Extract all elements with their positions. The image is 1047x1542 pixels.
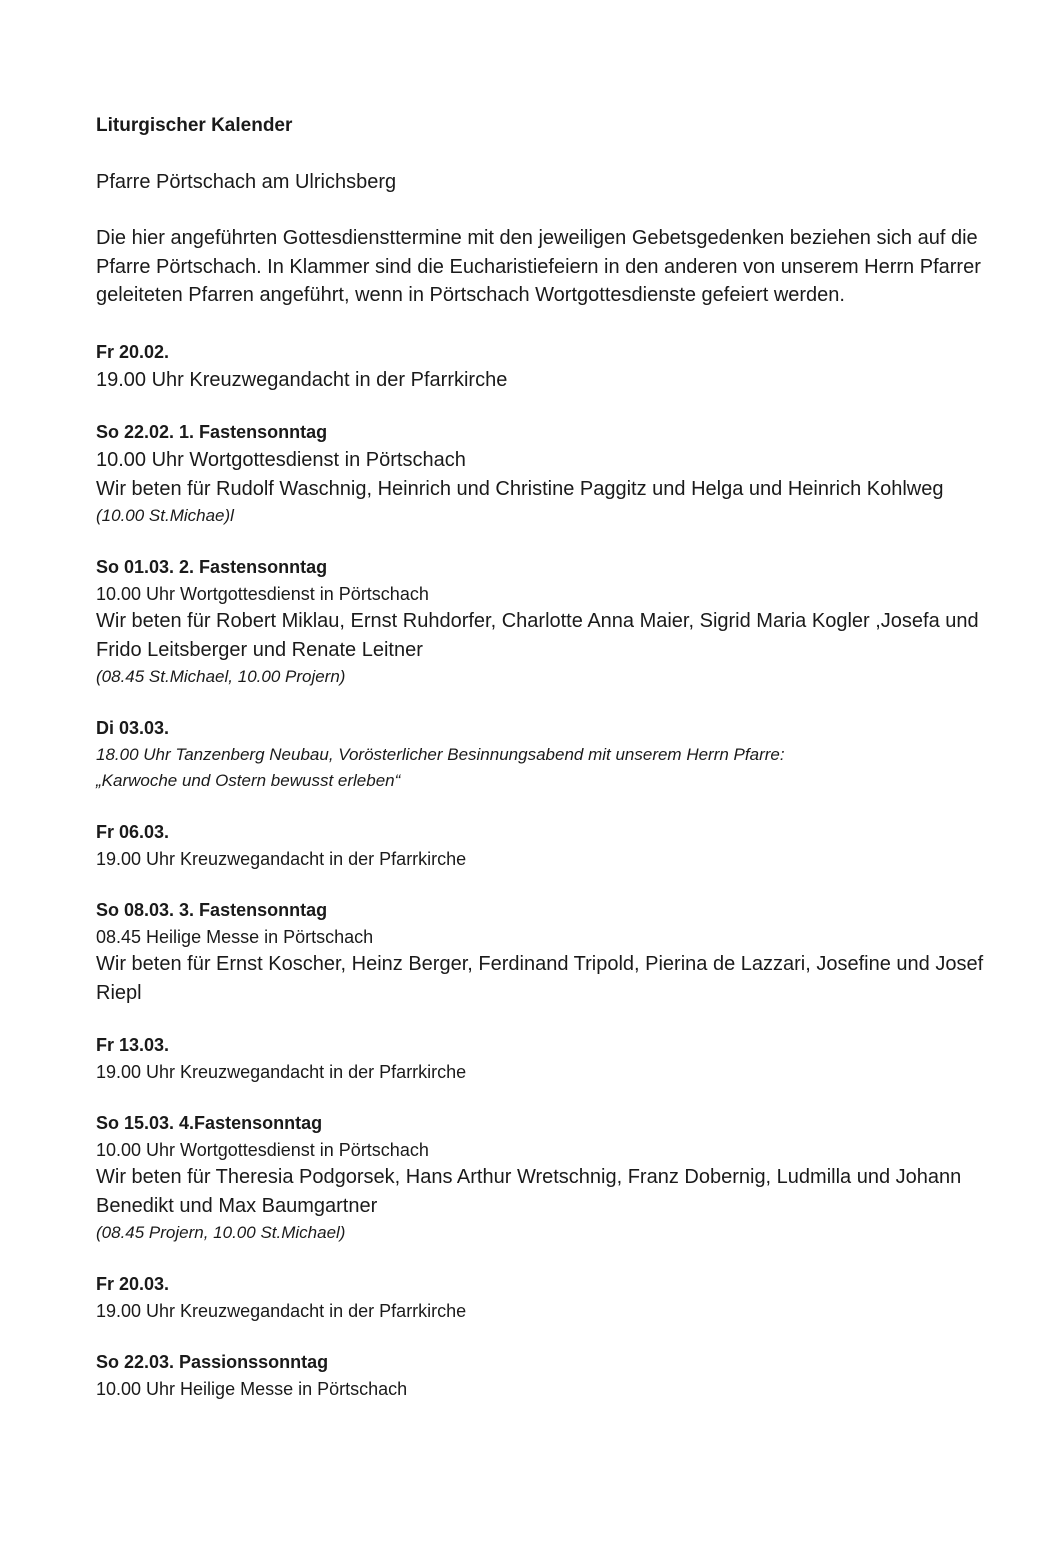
entry-line: (08.45 St.Michael, 10.00 Projern): [96, 667, 346, 686]
entry-date-heading: So 08.03. 3. Fastensonntag: [96, 900, 328, 920]
calendar-entries: [96, 338, 996, 1403]
entry-date-heading: Fr 20.02.: [96, 341, 170, 362]
intro-paragraph: Die hier angeführten Gottesdiensttermine mit den jeweiligen Gebetsgedenken beziehen sich auf die Pfarre Pörtschach. In Klammer sind die Eucharistiefeiern in den anderen von unserem Herrn Pfarrer geleiteten Pfarren angeführt, wenn in Pörtschach Wortgottesdienste gefeiert werden.: [96, 227, 981, 306]
entry-line: (08.45 Projern, 10.00 St.Michael): [96, 1223, 346, 1242]
entry-date-heading: Fr 20.03.: [96, 1274, 170, 1294]
entry-line: 10.00 Uhr Wortgottesdienst in Pörtschach: [96, 1140, 429, 1160]
calendar-entry: [96, 896, 996, 1007]
entry-line: Wir beten für Robert Miklau, Ernst Ruhdorfer, Charlotte Anna Maier, Sigrid Maria Kogler ,Josefa und Frido Leitsberger und Renate Leitner: [96, 610, 979, 661]
entry-line: 19.00 Uhr Kreuzwegandacht in der Pfarrkirche: [96, 368, 508, 391]
entry-line: 19.00 Uhr Kreuzwegandacht in der Pfarrkirche: [96, 1062, 467, 1082]
calendar-entry: [96, 338, 996, 395]
entry-line: 10.00 Uhr Wortgottesdienst in Pörtschach: [96, 449, 466, 471]
entry-line: Wir beten für Theresia Podgorsek, Hans Arthur Wretschnig, Franz Dobernig, Ludmilla und Johann Benedikt und Max Baumgartner: [96, 1166, 962, 1217]
entry-date-heading: So 22.02. 1. Fastensonntag: [96, 422, 328, 442]
calendar-entry: [96, 1348, 996, 1402]
entry-line: 10.00 Uhr Heilige Messe in Pörtschach: [96, 1379, 408, 1399]
entry-line: Wir beten für Ernst Koscher, Heinz Berger, Ferdinand Tripold, Pierina de Lazzari, Josefine und Josef Riepl: [96, 953, 984, 1004]
entry-date-heading: Fr 06.03.: [96, 822, 170, 842]
entry-line: „Karwoche und Ostern bewusst erleben“: [96, 771, 401, 790]
parish-name: Pfarre Pörtschach am Ulrichsberg: [96, 171, 397, 193]
entry-line: (10.00 St.Michae)l: [96, 506, 234, 525]
calendar-entry: [96, 418, 996, 529]
calendar-entry: [96, 818, 996, 872]
calendar-entry: [96, 1031, 996, 1085]
entry-date-heading: Di 03.03.: [96, 718, 170, 738]
entry-line: 08.45 Heilige Messe in Pörtschach: [96, 927, 374, 947]
entry-line: 10.00 Uhr Wortgottesdienst in Pörtschach: [96, 584, 429, 604]
document-title: Liturgischer Kalender: [96, 115, 293, 136]
entry-date-heading: Fr 13.03.: [96, 1035, 170, 1055]
entry-line: Wir beten für Rudolf Waschnig, Heinrich und Christine Paggitz und Helga und Heinrich Kohlweg: [96, 477, 944, 500]
document-page: [96, 112, 996, 1426]
entry-line: 18.00 Uhr Tanzenberg Neubau, Vorösterlicher Besinnungsabend mit unserem Herrn Pfarre:: [96, 745, 785, 764]
calendar-entry: [96, 714, 996, 794]
entry-line: 19.00 Uhr Kreuzwegandacht in der Pfarrkirche: [96, 849, 467, 869]
entry-line: 19.00 Uhr Kreuzwegandacht in der Pfarrkirche: [96, 1301, 467, 1321]
calendar-entry: [96, 1270, 996, 1324]
calendar-entry: [96, 553, 996, 690]
calendar-entry: [96, 1109, 996, 1246]
entry-date-heading: So 15.03. 4.Fastensonntag: [96, 1113, 323, 1133]
entry-date-heading: So 22.03. Passionssonntag: [96, 1352, 329, 1372]
entry-date-heading: So 01.03. 2. Fastensonntag: [96, 557, 328, 577]
